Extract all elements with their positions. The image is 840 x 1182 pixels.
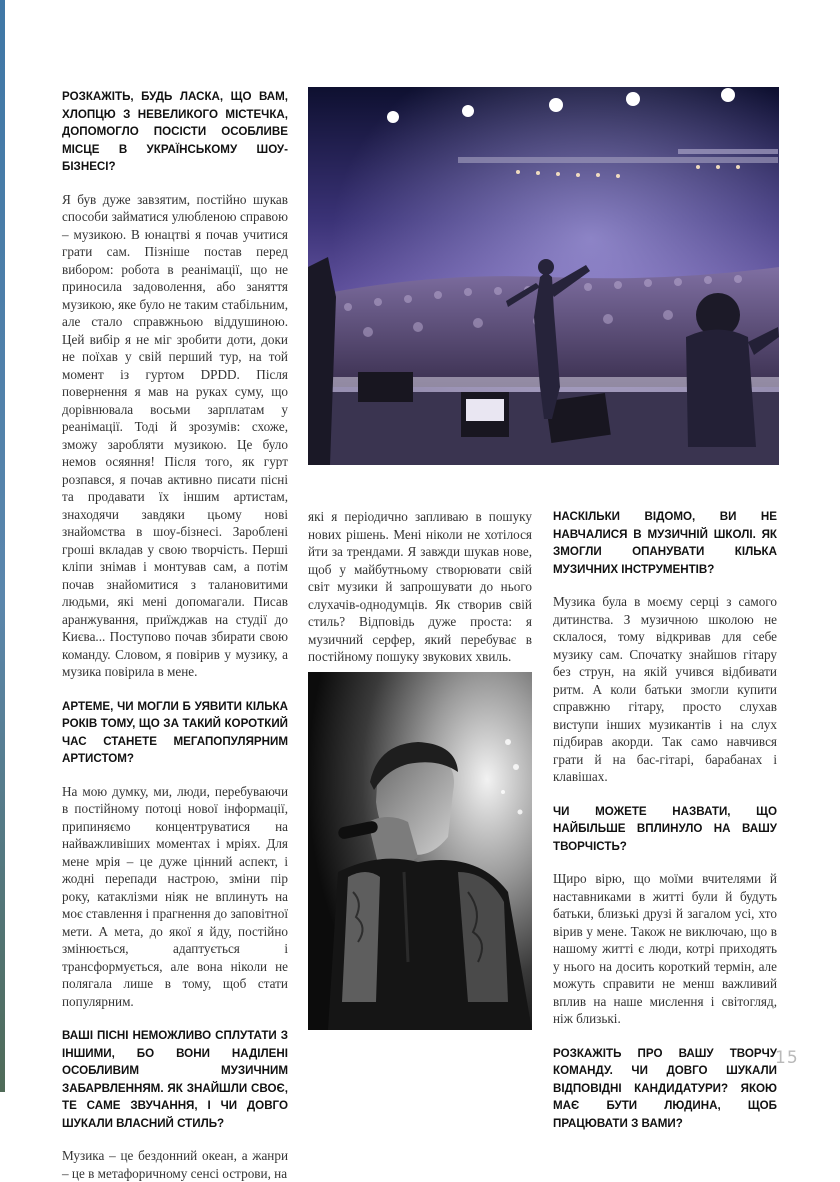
answer-paragraph: На мою думку, ми, люди, перебуваючи в постійному потоці нової інформації, припиняємо концентруватися на найважливіших моментах і мріях. Для мене мрія – це дуже цінний аспект, і жодні перепади настрою, зміни пір року, катаклізми ніяк не вплинуть на моє ставлення і прагнення до заповітної мети. А мета, до якої я йду, постійно змінюється, адаптується і трансформується, але вона ніколи не полягала лише в тому, щоб стати популярним.	[62, 783, 288, 1009]
page-edge-strip	[0, 0, 5, 1092]
article-column-1	[62, 88, 288, 1182]
article-column-3	[553, 508, 777, 1132]
article-column-2	[308, 508, 532, 666]
question-heading: НАСКІЛЬКИ ВІДОМО, ВИ НЕ НАВЧАЛИСЯ В МУЗИЧНІЙ ШКОЛІ. ЯК ЗМОГЛИ ОПАНУВАТИ КІЛЬКА МУЗИЧНИХ ІНСТРУМЕНТІВ?	[553, 510, 777, 576]
question-heading: РОЗКАЖІТЬ ПРО ВАШУ ТВОРЧУ КОМАНДУ. ЧИ ДОВГО ШУКАЛИ ВІДПОВІДНІ КАНДИДАТУРИ? ЯКОЮ МАЄ БУТИ ЛЮДИНА, ЩОБ ПРАЦЮВАТИ З ВАМИ?	[553, 1046, 777, 1130]
answer-paragraph: Я був дуже завзятим, постійно шукав способи займатися улюбленою справою – музикою. В юнацтві я почав учитися грати сам. Пізніше постав перед вибором: робота в реанімації, що не приносила задоволення, або заняття музикою, яке було не таким стабільним, але стало справжньою віддушиною. Цей вибір я не міг зробити доти, доки не поїхав у свій перший тур, на той момент із гуртом DPDD. Після повернення я мав на руках суму, що дорівнювала восьми зарплатам у реанімації. Тоді й зрозумів: схоже, зможу заробляти музикою. Це було немов осяяння! Після того, як гурт розпався, я почав активно писати пісні та продавати їх іншим артистам, знаходячи завдяки цьому нові знайомства в шоу-бізнесі. Зароблені гроші вкладав у свою творчість. Перші кліпи знімав і монтував сам, а потім почав знайомитися з талановитими людьми, які мені допомагали. Писав аранжування, приїжджав на студії до Києва... Поступово почав збирати свою команду. Словом, я повірив у музику, а музика повірила в мене.	[62, 191, 288, 679]
answer-paragraph: Музика була в моєму серці з самого дитинства. З музичною школою не склалося, тому відкривав для себе музику сам. Спочатку знайшов гітару без струн, на якій учився відбивати ритм. А коли батьки змогли купити справжню гітару, просто слухав виступи інших музикантів і на слух підбирав акорди. Так само навчився грати й на бас-гітарі, барабанах і клавішах.	[553, 594, 777, 784]
question-heading: ЧИ МОЖЕТЕ НАЗВАТИ, ЩО НАЙБІЛЬШЕ ВПЛИНУЛО НА ВАШУ ТВОРЧІСТЬ?	[553, 804, 777, 853]
question-heading: РОЗКАЖІТЬ, БУДЬ ЛАСКА, ЩО ВАМ, ХЛОПЦЮ З НЕВЕЛИКОГО МІСТЕЧКА, ДОПОМОГЛО ПОСІСТИ ОСОБЛИВЕ МІСЦЕ В УКРАЇНСЬКОМУ ШОУ-БІЗНЕСІ?	[62, 90, 288, 173]
question-heading: ВАШІ ПІСНІ НЕМОЖЛИВО СПЛУТАТИ З ІНШИМИ, БО ВОНИ НАДІЛЕНІ ОСОБЛИВИМ МУЗИЧНИМ ЗАБАРВЛЕННЯМ. ЯК ЗНАЙШЛИ СВОЄ, ТЕ САМЕ ЗВУЧАННЯ, І ЧИ ДОВГО ШУКАЛИ ВЛАСНИЙ СТИЛЬ?	[62, 1029, 288, 1130]
singer-portrait-photo	[308, 672, 532, 1030]
answer-paragraph: Музика – це бездонний океан, а жанри – це в метафоричному сенсі острови, на	[62, 1148, 288, 1181]
question-heading: АРТЕМЕ, ЧИ МОГЛИ Б УЯВИТИ КІЛЬКА РОКІВ ТОМУ, ЩО ЗА ТАКИЙ КОРОТКИЙ ЧАС СТАНЕТЕ МЕГАПОПУЛЯРНИМ АРТИСТОМ?	[62, 699, 288, 765]
answer-paragraph: Щиро вірю, що моїми вчителями й наставниками в житті були й будуть батьки, близькі друзі й загалом усі, хто вірив у мене. Також не виключаю, що в нашому житті є люди, котрі приходять у нього на досить короткий термін, але можуть справити не менш важливий вплив на наше мислення і світогляд, ніж близькі.	[553, 871, 777, 1026]
page-number: 15	[775, 1048, 799, 1068]
answer-paragraph: які я періодично запливаю в пошуку нових рішень. Мені ніколи не хотілося йти за трендами. Я завжди шукав нове, щоб у майбутньому створювати свій світ музики й запрошувати до нього слухачів-однодумців. Як створив свій стиль? Відповідь дуже проста: я музичний серфер, який перебуває в постійному пошуку звукових хвиль.	[308, 509, 532, 664]
concert-stage-photo	[308, 87, 779, 465]
